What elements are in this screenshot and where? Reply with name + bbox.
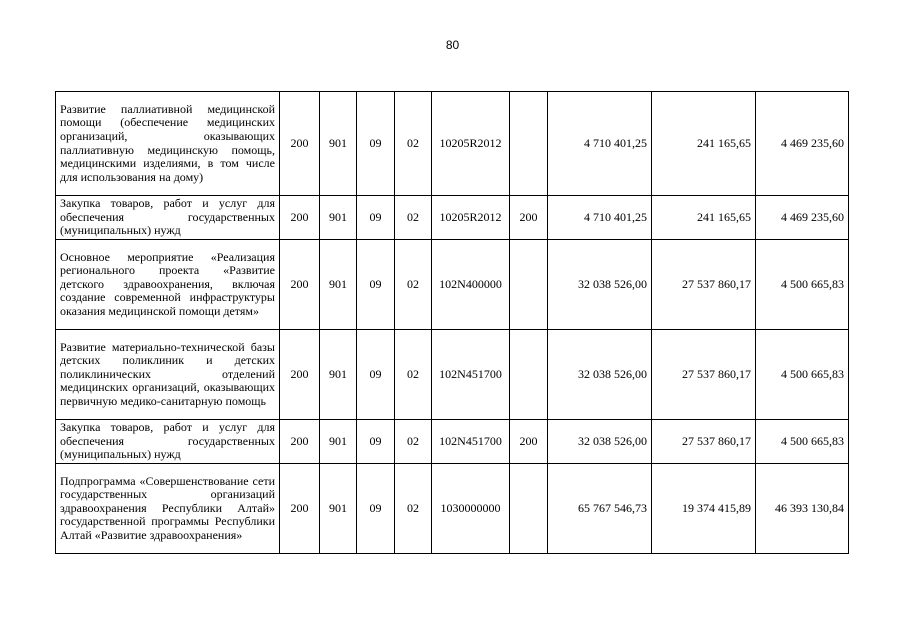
cell-ministry: 901 [320, 92, 357, 196]
row-name: Развитие паллиативной медицинской помощи (обеспечение медицинских организаций, оказывающих паллиативную медицинскую помощь, медицинскими изделиями, в том числе для использования на дому) [56, 92, 280, 196]
cell-target-article: 102N451700 [432, 330, 510, 420]
table-row [56, 464, 849, 554]
cell-section: 09 [357, 420, 395, 464]
cell-ministry: 901 [320, 464, 357, 554]
table-row [56, 330, 849, 420]
cell-expense-type: 200 [510, 196, 548, 240]
cell-code-1: 200 [280, 240, 320, 330]
cell-ministry: 901 [320, 240, 357, 330]
cell-ministry: 901 [320, 330, 357, 420]
table-row [56, 92, 849, 196]
row-name: Основное мероприятие «Реализация регионального проекта «Развитие детского здравоохранения, включая создание современной инфраструктуры оказания медицинской помощи детям» [56, 240, 280, 330]
cell-subsection: 02 [395, 330, 432, 420]
row-name: Развитие материально-технической базы детских поликлиник и детских поликлинических отделений медицинских организаций, оказывающих первичную медико-санитарную помощь [56, 330, 280, 420]
cell-code-1: 200 [280, 92, 320, 196]
cell-section: 09 [357, 196, 395, 240]
cell-sum-1: 4 710 401,25 [548, 196, 652, 240]
cell-sum-2: 241 165,65 [652, 196, 756, 240]
row-name: Подпрограмма «Совершенствование сети государственных организаций здравоохранения Республики Алтай» государственной программы Республики Алтай «Развитие здравоохранения» [56, 464, 280, 554]
cell-target-article: 102N451700 [432, 420, 510, 464]
cell-expense-type [510, 92, 548, 196]
cell-expense-type [510, 240, 548, 330]
cell-sum-1: 32 038 526,00 [548, 420, 652, 464]
cell-subsection: 02 [395, 240, 432, 330]
budget-table [55, 91, 849, 554]
cell-sum-3: 4 500 665,83 [756, 240, 849, 330]
cell-target-article: 10205R2012 [432, 196, 510, 240]
table-row [56, 240, 849, 330]
cell-sum-2: 27 537 860,17 [652, 240, 756, 330]
cell-sum-1: 32 038 526,00 [548, 240, 652, 330]
cell-target-article: 10205R2012 [432, 92, 510, 196]
cell-expense-type [510, 464, 548, 554]
cell-subsection: 02 [395, 420, 432, 464]
cell-code-1: 200 [280, 196, 320, 240]
cell-sum-3: 46 393 130,84 [756, 464, 849, 554]
cell-section: 09 [357, 240, 395, 330]
cell-sum-3: 4 469 235,60 [756, 92, 849, 196]
cell-section: 09 [357, 330, 395, 420]
cell-code-1: 200 [280, 464, 320, 554]
cell-expense-type [510, 330, 548, 420]
cell-ministry: 901 [320, 196, 357, 240]
cell-target-article: 102N400000 [432, 240, 510, 330]
cell-target-article: 1030000000 [432, 464, 510, 554]
cell-sum-3: 4 500 665,83 [756, 330, 849, 420]
cell-code-1: 200 [280, 420, 320, 464]
cell-sum-1: 65 767 546,73 [548, 464, 652, 554]
row-name: Закупка товаров, работ и услуг для обеспечения государственных (муниципальных) нужд [56, 420, 280, 464]
cell-sum-2: 27 537 860,17 [652, 330, 756, 420]
cell-sum-1: 4 710 401,25 [548, 92, 652, 196]
cell-sum-2: 19 374 415,89 [652, 464, 756, 554]
cell-sum-3: 4 500 665,83 [756, 420, 849, 464]
cell-sum-2: 241 165,65 [652, 92, 756, 196]
cell-subsection: 02 [395, 196, 432, 240]
cell-code-1: 200 [280, 330, 320, 420]
cell-sum-2: 27 537 860,17 [652, 420, 756, 464]
cell-sum-1: 32 038 526,00 [548, 330, 652, 420]
cell-expense-type: 200 [510, 420, 548, 464]
table-row [56, 196, 849, 240]
cell-subsection: 02 [395, 464, 432, 554]
cell-ministry: 901 [320, 420, 357, 464]
cell-sum-3: 4 469 235,60 [756, 196, 849, 240]
cell-section: 09 [357, 464, 395, 554]
cell-section: 09 [357, 92, 395, 196]
cell-subsection: 02 [395, 92, 432, 196]
table-row [56, 420, 849, 464]
page-number: 80 [445, 38, 460, 52]
row-name: Закупка товаров, работ и услуг для обеспечения государственных (муниципальных) нужд [56, 196, 280, 240]
